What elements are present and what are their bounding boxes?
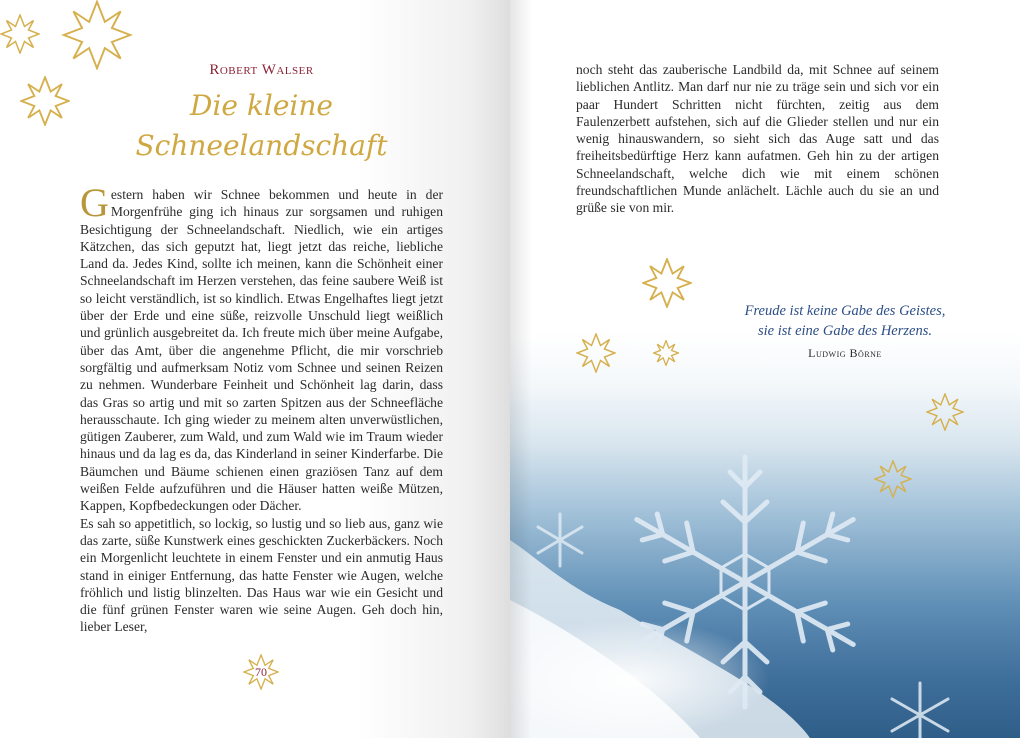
paragraph: Es sah so appetitlich, so lockig, so lustig und so lieb aus, ganz wie das zarte, süße Kunstwerk eines geschickten Zuckerbäckers. Noch ein Morgenlicht leuchtete in einem Fenster und ein anmutig Haus stand in einiger Entfernung, das hatte Fenster wie Augen, welche fröhlich und listig blinzelten. Das Haus war wie ein Gesicht und die fünf grünen Fenster waren wie seine Augen. Geh doch hin, lieber Leser,: [80, 515, 443, 635]
star-icon: [576, 333, 616, 373]
quote-line: sie ist eine Gabe des Herzens.: [758, 323, 932, 339]
star-icon: [58, 0, 136, 70]
star-icon: [653, 340, 679, 366]
page-fold-shadow: [510, 0, 532, 738]
star-icon: [642, 258, 692, 308]
story-text: [80, 180, 443, 636]
star-icon: [0, 14, 40, 54]
right-page: [510, 0, 1020, 738]
story-continuation: noch steht das zauberische Landbild da, mit Schnee auf seinem lieblichen Antlitz. Man darf nur nie zu träge sein und sich vor ein paar Hundert Schritten nicht fürchten, zeitig aus dem Faulenzerbett aufstehen, sich auf die Glieder stellen und nur ein wenig hinauswandern, so sieht sich das Auge satt und das freiheitsbedürftige Herz kann aufatmen. Geh hin zu der artigen Schneelandschaft, welche dich wie mit einem schönen freundschaftlichen Munde anlächelt. Lächle auch du sie an und grüße sie von mir.: [576, 62, 939, 216]
quote: [730, 301, 960, 341]
quote-line: Freude ist keine Gabe des Geistes,: [744, 303, 946, 319]
star-icon: [20, 76, 70, 126]
quote-author: Ludwig Börne: [808, 346, 882, 360]
title-line: Schneelandschaft: [135, 129, 388, 162]
star-icon: [874, 460, 912, 498]
snowflake-icon: [538, 514, 582, 566]
paragraph: [80, 180, 443, 515]
story-title: [80, 86, 443, 166]
star-icon: [926, 393, 964, 431]
paragraph-text: estern haben wir Schnee bekommen und heute in der Morgenfrühe ging ich hinaus zur sorgsamen und ruhigen Besichtigung der Schneelandschaft. Niedlich, wie ein artiges Kätzchen, das sich geputzt hat, liegt jetzt das reiche, liebliche Land da. Jedes Kind, sollte ich meinen, kann die Schönheit einer Schneelandschaft im Herzen verstehen, das feine saubere Weiß ist so leicht verständlich, ist so kindlich. Etwas Engelhaftes liegt jetzt über der Erde und eine süße, reizvolle Unschuld liegt weißlich und grünlich ausgebreitet da. Ich freute mich über meine Aufgabe, über das Amt, über die angenehme Pflicht, die mir vorschrieb sorgfältig und aufmerksam Notiz vom Schnee und seinen Reizen zu nehmen. Wunderbare Feinheit und Schönheit lag darin, dass das Gras so artig und mit so zarten Spitzen aus der Schneefläche herausschaute. Ich ging wieder zu meinem alten unverwüstlichen, gütigen Zauberer, zum Wald, und zum Wald wie im Traum wieder hinaus und da lag es da, das Kinderland in seiner Kinderfarbe. Die Bäumchen und Bäume schienen einen graziösen Tanz auf dem weißen Felde aufzuführen und die Häuser hatten weiße Mützen, Kappen, Kopfbedeckungen oder Dächer.: [80, 187, 443, 514]
title-line: Die kleine: [190, 89, 333, 122]
snowflake-icon: [892, 683, 948, 738]
author-name: Robert Walser: [209, 62, 314, 78]
page-number-text: 70: [255, 665, 267, 679]
page-number: [243, 654, 279, 690]
drop-cap: G: [80, 180, 109, 225]
